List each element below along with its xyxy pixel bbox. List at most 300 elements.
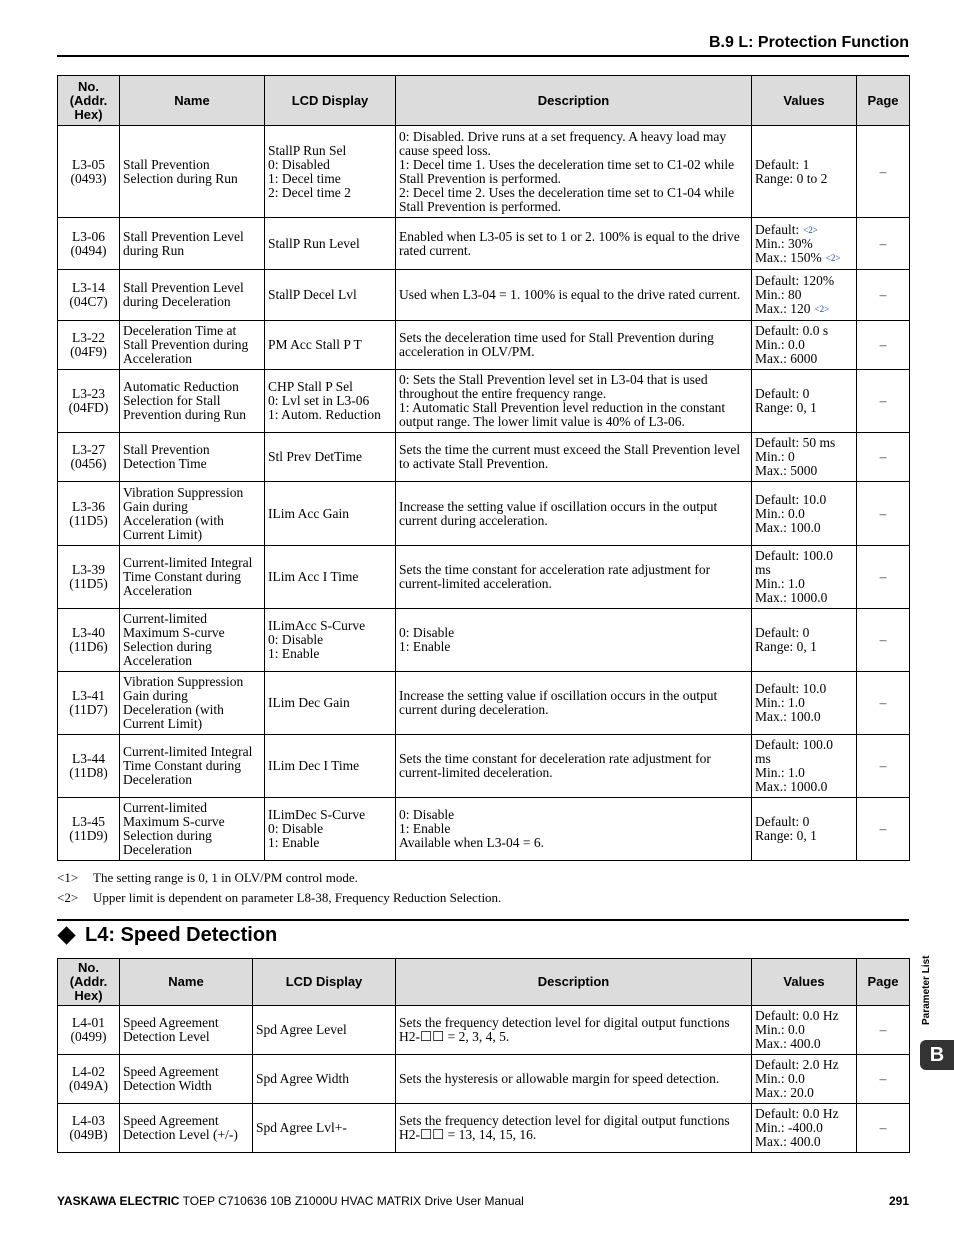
cell-line-text: Default: 0: [755, 386, 810, 401]
cell-line: [123, 570, 261, 584]
param-address: (04F9): [70, 344, 107, 359]
cell-line-text: Min.: 0.0: [755, 1071, 805, 1086]
cell-line: [123, 1065, 249, 1079]
lcd-display-cell: [265, 672, 396, 735]
lcd-display-cell: [265, 546, 396, 609]
cell-line-text: 0: Disable: [268, 821, 324, 836]
cell-line: [123, 801, 261, 815]
lcd-display-cell: [265, 321, 396, 370]
values-cell: [752, 218, 857, 270]
cell-line: [123, 352, 261, 366]
description-cell: [396, 735, 752, 798]
cell-line: [755, 302, 853, 316]
param-address: (049B): [69, 1127, 108, 1142]
cell-line: [268, 172, 392, 186]
cell-line-text: Current Limit): [123, 526, 203, 542]
cell-line: [755, 710, 853, 724]
table-header-row: [58, 76, 910, 126]
description-cell: [396, 798, 752, 861]
param-number-cell: [58, 609, 120, 672]
param-number-cell: [58, 1104, 120, 1153]
cell-line: [123, 556, 261, 570]
param-number: L3-22: [72, 330, 105, 345]
page-ref-cell: –: [857, 735, 910, 798]
param-address: (0493): [70, 170, 107, 186]
param-name-cell: [120, 433, 265, 482]
cell-line-text: Available when L3-04 = 6.: [399, 835, 544, 850]
cell-line-text: 1: Decel time: [268, 170, 341, 186]
param-address: (11D5): [69, 512, 108, 528]
cell-line: [755, 738, 853, 752]
table-row: [58, 1104, 910, 1153]
cell-line: [123, 394, 261, 408]
cell-line-text: Current-limited: [123, 611, 207, 626]
page-ref-cell: –: [857, 609, 910, 672]
cell-line-text: Sets the time constant for acceleration rate adjustment for: [399, 562, 711, 577]
cell-line: [268, 450, 392, 464]
cell-line: [123, 528, 261, 542]
cell-line-text: StallP Run Sel: [268, 142, 347, 158]
cell-line-text: Max.: 400.0: [755, 1036, 821, 1051]
cell-line: [123, 1030, 249, 1044]
cell-line-text: Speed Agreement: [123, 1064, 219, 1079]
cell-line: [123, 230, 261, 244]
cell-line-text: Default: 2.0 Hz: [755, 1057, 839, 1072]
cell-line-text: 2: Decel time 2: [268, 184, 351, 200]
footnote-ref-link[interactable]: <2>: [803, 224, 818, 235]
cell-line-text: Stl Prev DetTime: [268, 449, 363, 464]
protection-parameter-table: [57, 75, 910, 861]
lcd-display-cell: [253, 1104, 396, 1153]
cell-line: [755, 288, 853, 302]
param-address: (0499): [70, 1029, 107, 1044]
cell-line: [399, 373, 748, 387]
cell-line-text: Max.: 100.0: [755, 519, 821, 535]
lcd-display-cell: [253, 1006, 396, 1055]
cell-line-text: during Deceleration: [123, 294, 231, 309]
cell-line-text: Time Constant during: [123, 569, 242, 584]
cell-line: [123, 281, 261, 295]
cell-line-text: Maximum S-curve: [123, 625, 225, 640]
cell-line: [755, 1009, 853, 1023]
param-number: L4-02: [72, 1064, 105, 1079]
cell-line: [256, 1121, 392, 1135]
diamond-bullet-icon: [57, 926, 75, 944]
cell-line: [268, 408, 392, 422]
table-row: [58, 735, 910, 798]
cell-line: [755, 450, 853, 464]
cell-line-text: Default: 1: [755, 156, 810, 172]
cell-line: [399, 387, 748, 401]
cell-line: [123, 843, 261, 857]
cell-line-text: current-limited deceleration.: [399, 765, 553, 780]
table-row: [58, 1006, 910, 1055]
description-cell: [396, 270, 752, 321]
param-number: L3-23: [72, 386, 105, 401]
cell-line: [123, 324, 261, 338]
cell-line-text: Range: 0, 1: [755, 400, 817, 415]
cell-line-text: current during acceleration.: [399, 512, 548, 528]
cell-line: [755, 223, 853, 237]
cell-line: [755, 815, 853, 829]
cell-line: [755, 1086, 853, 1100]
param-name-cell: [120, 270, 265, 321]
cell-line: [755, 1023, 853, 1037]
lcd-display-cell: [265, 798, 396, 861]
cell-line-text: 0: Lvl set in L3-06: [268, 393, 370, 408]
cell-line: [755, 172, 853, 186]
cell-line-text: throughout the entire frequency range.: [399, 386, 607, 401]
cell-line-text: Default: 0.0 Hz: [755, 1008, 839, 1023]
cell-line-text: Range: 0 to 2: [755, 170, 828, 186]
cell-line: [268, 619, 392, 633]
param-name-cell: [120, 218, 265, 270]
values-cell: [752, 1006, 857, 1055]
values-cell: [752, 270, 857, 321]
cell-line: [755, 401, 853, 415]
cell-line-text: Current-limited: [123, 800, 207, 815]
cell-line-text: Gain during: [123, 498, 188, 514]
cell-line: [755, 591, 853, 605]
page-number: 291: [888, 1194, 909, 1208]
page-ref-cell: –: [857, 798, 910, 861]
cell-line: [123, 408, 261, 422]
param-name-cell: [120, 546, 265, 609]
cell-line: [123, 773, 261, 787]
cell-line-text: Detection Level (+/-): [123, 1127, 238, 1142]
cell-line-text: ILimDec S-Curve: [268, 807, 366, 822]
cell-line: [399, 288, 748, 302]
cell-line-text: Min.: 0.0: [755, 1022, 805, 1037]
lcd-display-cell: [265, 609, 396, 672]
table-row: [58, 1055, 910, 1104]
lcd-display-cell: [265, 433, 396, 482]
cell-line-text: Stall Prevention: [123, 442, 210, 457]
cell-line-text: Speed Agreement: [123, 1113, 219, 1128]
cell-line-text: Deceleration: [123, 842, 192, 857]
table-row: [58, 798, 910, 861]
cell-line-text: Stall Prevention during: [123, 337, 249, 352]
cell-line-text: Stall Prevention: [123, 156, 210, 172]
lcd-display-cell: [265, 270, 396, 321]
cell-line-text: 0: Disable: [268, 632, 324, 647]
cell-line: [268, 570, 392, 584]
footnote-text: Upper limit is dependent on parameter L8-38, Frequency Reduction Selection.: [93, 890, 502, 905]
values-cell: [752, 672, 857, 735]
cell-line-text: Max.: 6000: [755, 351, 818, 366]
cell-line-text: Gain during: [123, 688, 188, 703]
cell-line: [755, 577, 853, 591]
cell-line: [399, 457, 748, 471]
cell-line: [123, 584, 261, 598]
footnote-mark: <1>: [57, 870, 79, 885]
cell-line-text: Current Limit): [123, 716, 203, 731]
cell-line: [268, 647, 392, 661]
param-number: L3-41: [72, 688, 105, 703]
table-row: [58, 609, 910, 672]
cell-line-text: Stall Prevention Level: [123, 228, 244, 244]
cell-line: [123, 172, 261, 186]
footer-document-title: TOEP C710636 10B Z1000U HVAC MATRIX Drive User Manual: [182, 1194, 524, 1208]
column-header: LCD Display: [253, 959, 396, 1006]
cell-line: [123, 815, 261, 829]
cell-line-text: ILim Acc I Time: [268, 569, 359, 584]
table-row: [58, 370, 910, 433]
values-cell: [752, 370, 857, 433]
cell-line-text: Min.: 30%: [755, 235, 813, 251]
lcd-display-cell: [265, 370, 396, 433]
cell-line-text: Range: 0, 1: [755, 639, 817, 654]
cell-line: [256, 1072, 392, 1086]
cell-line: [755, 766, 853, 780]
param-number: L4-03: [72, 1113, 105, 1128]
param-number: L3-14: [72, 280, 105, 295]
cell-line-text: Sets the time the current must exceed the Stall Prevention level: [399, 442, 741, 457]
cell-line-text: Min.: -400.0: [755, 1120, 823, 1135]
column-header: Values: [752, 76, 857, 126]
cell-line: [123, 295, 261, 309]
table-header-row: [58, 959, 910, 1006]
cell-line-text: Sets the hysteresis or allowable margin for speed detection.: [399, 1071, 720, 1086]
cell-line-text: 1: Autom. Reduction: [268, 407, 381, 422]
param-number-cell: [58, 1055, 120, 1104]
description-cell: [396, 609, 752, 672]
cell-line-text: Acceleration: [123, 583, 192, 598]
footnote-ref-link[interactable]: <2>: [814, 304, 830, 314]
values-cell: [752, 798, 857, 861]
cell-line-text: ILim Acc Gain: [268, 505, 349, 521]
cell-line-text: 0: Disable: [399, 625, 455, 640]
cell-line: [399, 230, 748, 244]
cell-line: [755, 1107, 853, 1121]
cell-line-text: 0: Disable: [399, 807, 455, 822]
cell-line: [399, 172, 748, 186]
cell-line-text: StallP Decel Lvl: [268, 287, 357, 302]
footer-brand: YASKAWA ELECTRIC: [57, 1194, 180, 1208]
cell-line: [399, 200, 748, 214]
page-ref-cell: –: [857, 1006, 910, 1055]
column-header: Name: [120, 76, 265, 126]
values-cell: [752, 433, 857, 482]
cell-line-text: Enabled when L3-05 is set to 1 or 2. 100% is equal to the drive: [399, 228, 740, 244]
cell-line-text: Deceleration (with: [123, 702, 224, 717]
cell-line: [755, 237, 853, 251]
cell-line: [268, 237, 392, 251]
param-number-cell: [58, 270, 120, 321]
cell-line: [268, 696, 392, 710]
cell-line-text: Deceleration Time at: [123, 323, 237, 338]
cell-line-text: cause speed loss.: [399, 142, 491, 158]
cell-line-text: StallP Run Level: [268, 235, 360, 251]
param-name-cell: [120, 798, 265, 861]
description-cell: [396, 126, 752, 218]
cell-line-text: 1: Enable: [268, 646, 320, 661]
cell-line: [399, 1072, 748, 1086]
description-cell: [396, 1104, 752, 1153]
cell-line-text: Acceleration: [123, 351, 192, 366]
param-number-cell: [58, 798, 120, 861]
cell-line-text: Default: 10.0: [755, 681, 827, 696]
cell-line-text: Sets the frequency detection level for digital output functions: [399, 1113, 730, 1128]
cell-line-text: Deceleration: [123, 772, 192, 787]
footnote-ref-link[interactable]: <2>: [825, 252, 841, 263]
cell-line: [268, 822, 392, 836]
param-address: (0494): [70, 242, 107, 258]
cell-line: [755, 1037, 853, 1051]
cell-line-text: 0: Sets the Stall Prevention level set in L3-04 that is used: [399, 372, 708, 387]
page-ref-cell: –: [857, 482, 910, 546]
cell-line: [399, 186, 748, 200]
cell-line: [123, 1128, 249, 1142]
cell-line-text: Max.: 120: [755, 301, 811, 316]
cell-line-text: ms: [755, 751, 771, 766]
cell-line-text: acceleration in OLV/PM.: [399, 344, 535, 359]
param-name-cell: [120, 735, 265, 798]
cell-line-text: Stall Prevention is performed.: [399, 170, 561, 186]
param-number-cell: [58, 370, 120, 433]
cell-line: [399, 415, 748, 429]
cell-line-text: to activate Stall Prevention.: [399, 456, 549, 471]
param-number: L3-40: [72, 625, 105, 640]
cell-line-text: PM Acc Stall P T: [268, 337, 362, 352]
cell-line: [123, 1114, 249, 1128]
cell-line: [755, 626, 853, 640]
cell-line-text: Max.: 5000: [755, 463, 818, 478]
cell-line-text: Maximum S-curve: [123, 814, 225, 829]
cell-line: [399, 640, 748, 654]
page-ref-cell: –: [857, 218, 910, 270]
description-cell: [396, 321, 752, 370]
cell-line-text: 1: Decel time 1. Uses the deceleration time set to C1-02 while: [399, 156, 735, 172]
page-ref-cell: –: [857, 672, 910, 735]
param-name-cell: [120, 126, 265, 218]
cell-line-text: Default: 0: [755, 625, 810, 640]
cell-line: [755, 436, 853, 450]
cell-line: [399, 563, 748, 577]
column-header: Page: [857, 76, 910, 126]
cell-line-text: Spd Agree Width: [256, 1071, 349, 1086]
cell-line-text: 2: Decel time 2. Uses the deceleration time set to C1-04 while: [399, 184, 735, 200]
lcd-display-cell: [253, 1055, 396, 1104]
cell-line: [123, 717, 261, 731]
cell-line-text: 1: Enable: [399, 821, 451, 836]
cell-line: [123, 486, 261, 500]
cell-line: [123, 457, 261, 471]
cell-line: [399, 808, 748, 822]
cell-line: [399, 752, 748, 766]
lcd-display-cell: [265, 735, 396, 798]
cell-line-text: Sets the deceleration time used for Stall Prevention during: [399, 330, 714, 345]
values-cell: [752, 482, 857, 546]
param-address: (04C7): [69, 294, 108, 309]
param-address: (11D9): [69, 828, 108, 843]
cell-line: [123, 612, 261, 626]
cell-line-text: Stall Prevention is performed.: [399, 198, 561, 214]
param-number-cell: [58, 735, 120, 798]
cell-line: [123, 640, 261, 654]
cell-line-text: Default: 50 ms: [755, 435, 836, 450]
cell-line: [755, 274, 853, 288]
cell-line: [755, 1121, 853, 1135]
footnote: [57, 868, 501, 888]
param-number-cell: [58, 218, 120, 270]
footnote-mark: <2>: [57, 890, 79, 905]
param-name-cell: [120, 672, 265, 735]
cell-line: [399, 401, 748, 415]
cell-line-text: ILimAcc S-Curve: [268, 618, 366, 633]
cell-line: [123, 1016, 249, 1030]
cell-line-text: Sets the frequency detection level for digital output functions: [399, 1015, 730, 1030]
cell-line: [399, 443, 748, 457]
cell-line-text: Selection for Stall: [123, 393, 221, 408]
cell-line-text: 1: Enable: [268, 835, 320, 850]
cell-line: [755, 1058, 853, 1072]
cell-line: [399, 130, 748, 144]
cell-line-text: Sets the time constant for deceleration rate adjustment for: [399, 751, 711, 766]
cell-line: [123, 338, 261, 352]
cell-line-text: CHP Stall P Sel: [268, 379, 353, 394]
table-row: [58, 672, 910, 735]
cell-line-text: ILim Dec Gain: [268, 695, 350, 710]
param-number-cell: [58, 546, 120, 609]
cell-line-text: Min.: 1.0: [755, 576, 805, 591]
cell-line-text: H2-☐☐ = 2, 3, 4, 5.: [399, 1029, 510, 1044]
column-header: LCD Display: [265, 76, 396, 126]
cell-line-text: output range. The lower limit value is 40% of L3-06.: [399, 414, 685, 429]
page-ref-cell: –: [857, 270, 910, 321]
cell-line-text: Default: 10.0: [755, 491, 827, 507]
cell-line: [755, 1072, 853, 1086]
cell-line: [399, 158, 748, 172]
cell-line: [399, 345, 748, 359]
page-ref-cell: –: [857, 546, 910, 609]
cell-line: [755, 387, 853, 401]
cell-line: [268, 507, 392, 521]
cell-line-text: 1: Enable: [399, 639, 451, 654]
cell-line: [123, 675, 261, 689]
param-name-cell: [120, 1006, 253, 1055]
cell-line-text: Default:: [755, 221, 800, 237]
cell-line-text: Current-limited Integral: [123, 744, 253, 759]
cell-line-text: Acceleration (with: [123, 512, 224, 528]
param-name-cell: [120, 482, 265, 546]
cell-line: [399, 577, 748, 591]
cell-line-text: Detection Time: [123, 456, 207, 471]
cell-line-text: ILim Dec I Time: [268, 758, 360, 773]
cell-line-text: Speed Agreement: [123, 1015, 219, 1030]
cell-line-text: Default: 100.0: [755, 548, 833, 563]
cell-line: [123, 626, 261, 640]
column-header: Description: [396, 959, 752, 1006]
param-number-cell: [58, 482, 120, 546]
cell-line: [399, 626, 748, 640]
cell-line-text: rated current.: [399, 242, 471, 258]
cell-line: [268, 288, 392, 302]
cell-line-text: Increase the setting value if oscillation occurs in the output: [399, 688, 718, 703]
cell-line-text: Prevention during Run: [123, 407, 246, 422]
section-heading: [57, 924, 277, 947]
description-cell: [396, 482, 752, 546]
values-cell: [752, 609, 857, 672]
param-number: L3-44: [72, 751, 105, 766]
param-number: L3-05: [72, 156, 105, 172]
cell-line: [399, 514, 748, 528]
cell-line: [399, 144, 748, 158]
description-cell: [396, 1006, 752, 1055]
cell-line: [755, 780, 853, 794]
table-row: [58, 433, 910, 482]
page-ref-cell: –: [857, 1104, 910, 1153]
